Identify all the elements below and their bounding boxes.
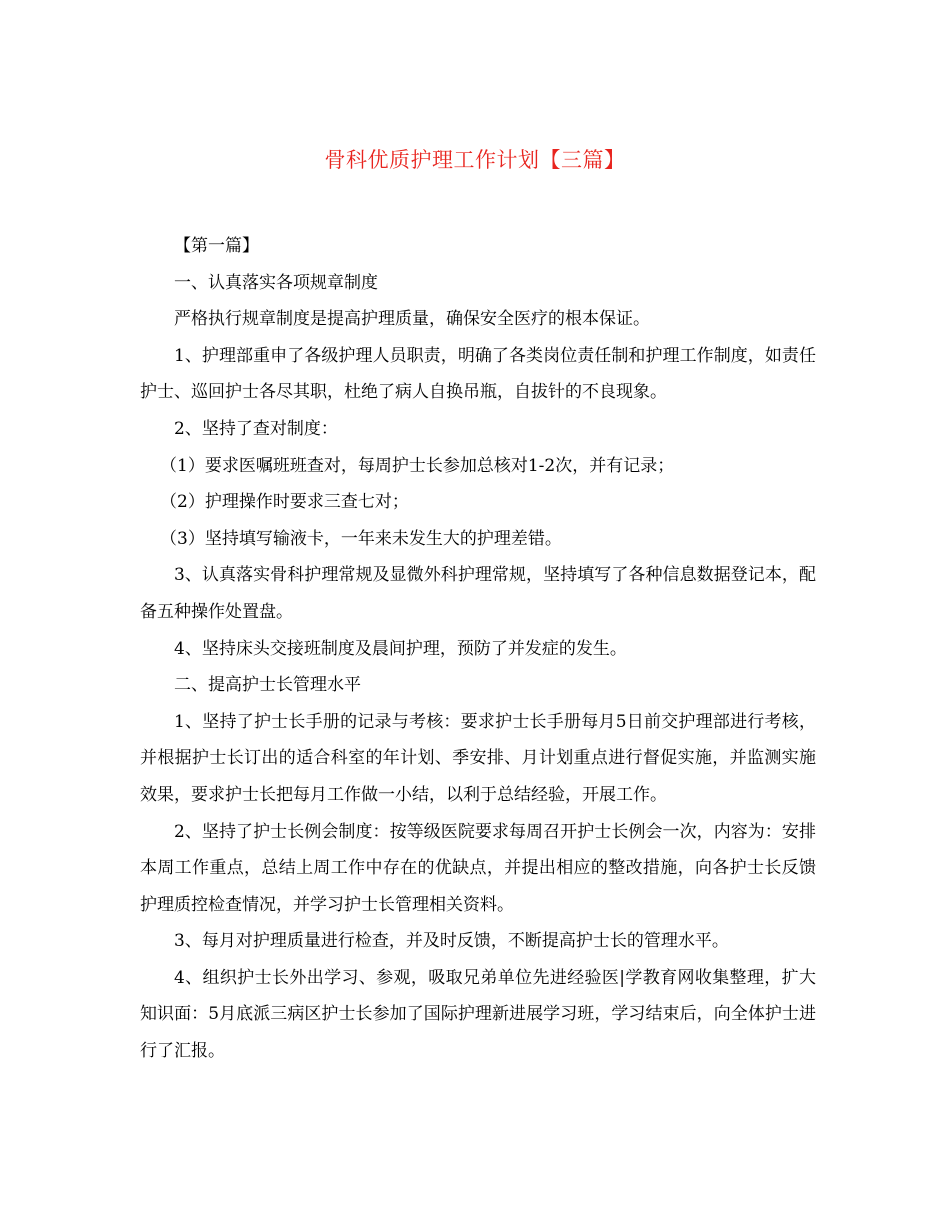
list-item: （1）要求医嘱班班查对，每周护士长参加总核对1-2次，并有记录；: [160, 455, 675, 476]
heading-rules: 一、认真落实各项规章制度: [174, 272, 378, 293]
paragraph: 1、护理部重申了各级护理人员职责，明确了各类岗位责任制和护理工作制度，如责任护士、巡回护士各尽其职，杜绝了病人自换吊瓶，自拔针的不良现象。: [140, 345, 816, 403]
heading-head-nurse: 二、提高护士长管理水平: [174, 675, 361, 696]
paragraph: 3、认真落实骨科护理常规及显微外科护理常规，坚持填写了各种信息数据登记本，配备五种操作处置盘。: [140, 565, 816, 622]
section-heading-first: 【第一篇】: [174, 236, 259, 256]
paragraph: 2、坚持了查对制度：: [174, 418, 338, 439]
paragraph: 3、每月对护理质量进行检查，并及时反馈，不断提高护士长的管理水平。: [174, 931, 729, 952]
document-title: 骨科优质护理工作计划【三篇】: [324, 148, 626, 172]
list-item: （3）坚持填写输液卡，一年来未发生大的护理差错。: [160, 528, 562, 549]
paragraph: 4、组织护士长外出学习、参观，吸取兄弟单位先进经验医|学教育网收集整理，扩大知识面：5月底派三病区护士长参加了国际护理新进展学习班，学习结束后，向全体护士进行了汇报。: [140, 967, 816, 1062]
list-item: （2）护理操作时要求三查七对；: [160, 492, 409, 513]
paragraph: 2、坚持了护士长例会制度：按等级医院要求每周召开护士长例会一次，内容为：安排本周工作重点，总结上周工作中存在的优缺点，并提出相应的整改措施，向各护士长反馈护理质控检查情况，并学习护士长管理相关资料。: [140, 821, 816, 915]
paragraph: 严格执行规章制度是提高护理质量，确保安全医疗的根本保证。: [174, 309, 650, 330]
document-body: [140, 228, 816, 1070]
paragraph: 1、坚持了护士长手册的记录与考核：要求护士长手册每月5日前交护理部进行考核，并根据护士长订出的适合科室的年计划、季安排、月计划重点进行督促实施，并监测实施效果，要求护士长把每月工作做一小结，以利于总结经验，开展工作。: [140, 711, 816, 805]
paragraph: 4、坚持床头交接班制度及晨间护理，预防了并发症的发生。: [174, 638, 627, 659]
